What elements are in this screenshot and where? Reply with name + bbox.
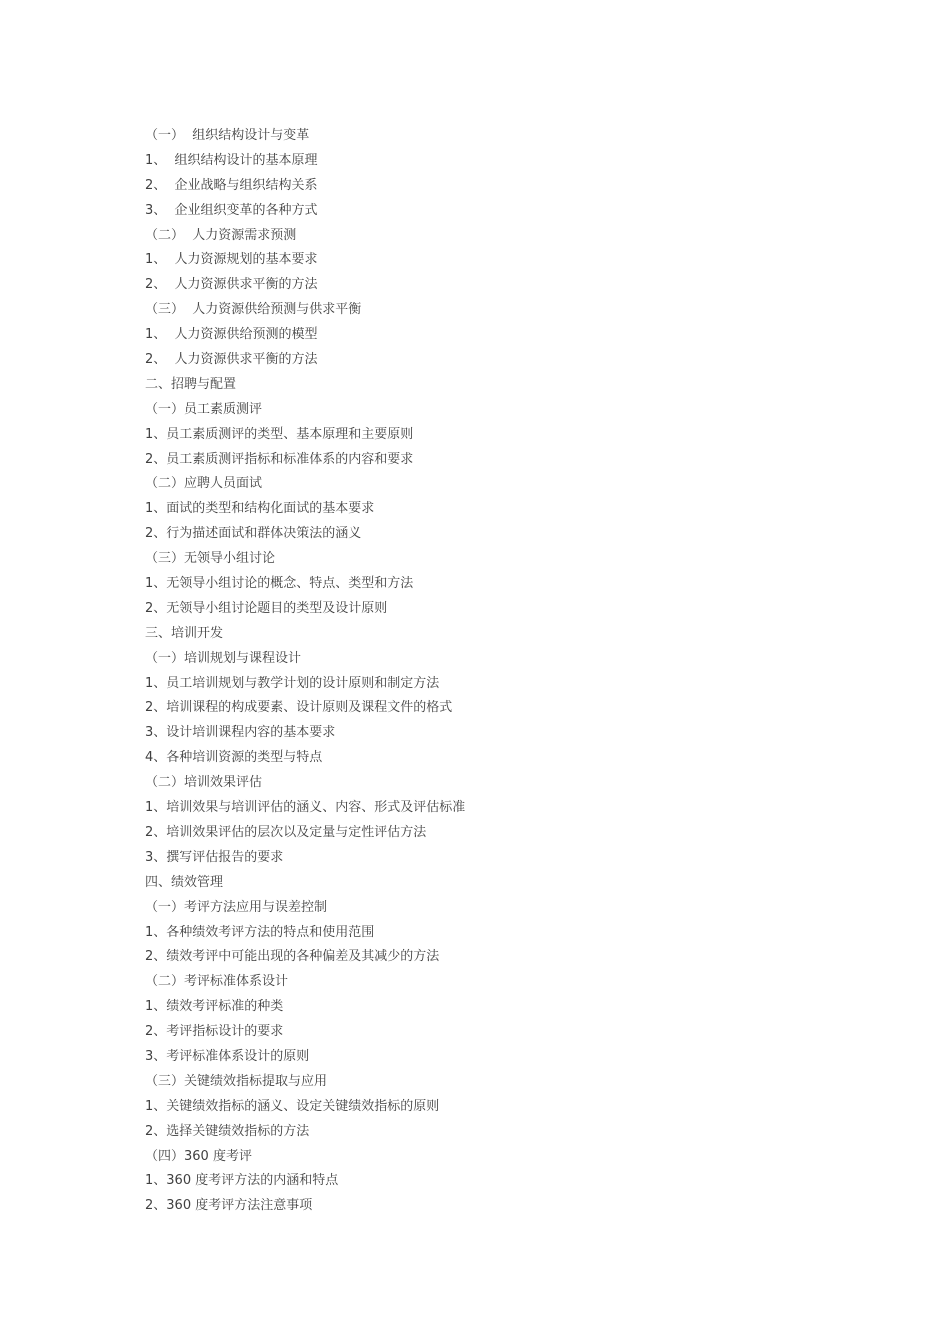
outline-line: 2、 人力资源供求平衡的方法	[145, 277, 318, 293]
outline-line: 三、培训开发	[145, 625, 224, 641]
outline-line: 2、选择关键绩效指标的方法	[145, 1123, 310, 1139]
outline-line: 2、培训课程的构成要素、设计原则及课程文件的格式	[145, 700, 453, 716]
outline-line: 3、考评标准体系设计的原则	[145, 1048, 310, 1064]
outline-line: 1、绩效考评标准的种类	[145, 999, 284, 1015]
outline-line: 2、行为描述面试和群体决策法的涵义	[145, 526, 362, 542]
outline-line: 1、员工素质测评的类型、基本原理和主要原则	[145, 426, 414, 442]
outline-line: 2、360 度考评方法注意事项	[145, 1198, 313, 1214]
outline-line: 1、各种绩效考评方法的特点和使用范围	[145, 924, 375, 940]
syllabus-outline	[145, 124, 465, 1219]
outline-line: （一）员工素质测评	[145, 401, 263, 417]
outline-line: （二）培训效果评估	[145, 775, 263, 791]
outline-line: （二）考评标准体系设计	[145, 974, 289, 990]
outline-line: 1、360 度考评方法的内涵和特点	[145, 1173, 339, 1189]
outline-line: 3、 企业组织变革的各种方式	[145, 202, 318, 218]
outline-line: （三） 人力资源供给预测与供求平衡	[145, 302, 362, 318]
outline-line: （一）考评方法应用与误差控制	[145, 899, 328, 915]
outline-line: 1、培训效果与培训评估的涵义、内容、形式及评估标准	[145, 800, 466, 816]
outline-line: 2、绩效考评中可能出现的各种偏差及其减少的方法	[145, 949, 440, 965]
outline-line: 2、 人力资源供求平衡的方法	[145, 352, 318, 368]
outline-line: 1、无领导小组讨论的概念、特点、类型和方法	[145, 576, 414, 592]
outline-line: 2、考评指标设计的要求	[145, 1024, 284, 1040]
outline-line: 2、员工素质测评指标和标准体系的内容和要求	[145, 451, 414, 467]
outline-line: （四）360 度考评	[145, 1148, 252, 1164]
outline-line: 1、关键绩效指标的涵义、设定关键绩效指标的原则	[145, 1098, 440, 1114]
outline-line: 3、撰写评估报告的要求	[145, 849, 284, 865]
outline-line: 4、各种培训资源的类型与特点	[145, 750, 323, 766]
outline-line: （三）无领导小组讨论	[145, 551, 276, 567]
outline-line: （三）关键绩效指标提取与应用	[145, 1073, 328, 1089]
outline-line: 1、 组织结构设计的基本原理	[145, 152, 318, 168]
outline-line: 二、招聘与配置	[145, 376, 237, 392]
outline-line: 2、无领导小组讨论题目的类型及设计原则	[145, 600, 388, 616]
outline-line: （一） 组织结构设计与变革	[145, 128, 310, 143]
outline-line: （一）培训规划与课程设计	[145, 650, 302, 666]
outline-line: 1、 人力资源规划的基本要求	[145, 252, 318, 268]
outline-line: 2、 企业战略与组织结构关系	[145, 177, 318, 193]
outline-line: 1、面试的类型和结构化面试的基本要求	[145, 501, 375, 517]
outline-line: 1、员工培训规划与教学计划的设计原则和制定方法	[145, 675, 440, 691]
outline-line: （二）应聘人员面试	[145, 476, 263, 492]
outline-line: 2、培训效果评估的层次以及定量与定性评估方法	[145, 824, 427, 840]
outline-line: 3、设计培训课程内容的基本要求	[145, 725, 336, 741]
outline-line: 1、 人力资源供给预测的模型	[145, 327, 318, 343]
outline-line: 四、绩效管理	[145, 874, 224, 890]
outline-line: （二） 人力资源需求预测	[145, 227, 297, 243]
